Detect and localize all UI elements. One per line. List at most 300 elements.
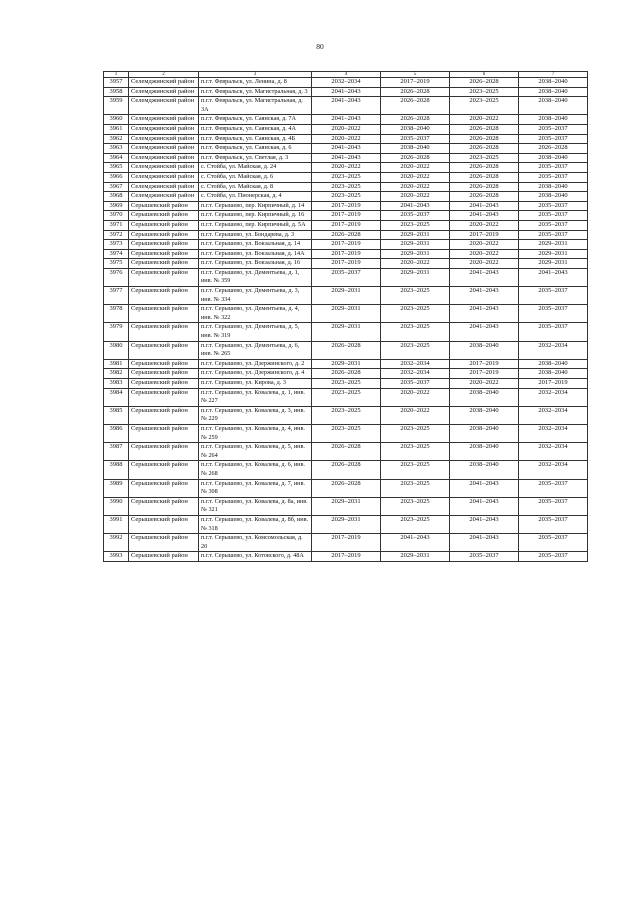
table-row [104, 144, 588, 154]
period-col5-cell: 2023–2025 [381, 424, 450, 442]
table-row [104, 359, 588, 369]
period-col4-cell: 2023–2025 [312, 424, 381, 442]
period-col5-cell: 2020–2022 [381, 192, 450, 202]
district-cell: Селемджинский район [129, 172, 199, 182]
table-row [104, 153, 588, 163]
district-cell: Серышевский район [129, 424, 199, 442]
district-cell: Селемджинский район [129, 163, 199, 173]
row-number: 3976 [104, 268, 129, 286]
period-col5-cell: 2020–2022 [381, 388, 450, 406]
period-col4-cell: 2041–2043 [312, 115, 381, 125]
period-col7-cell: 2038–2040 [519, 87, 588, 97]
row-number: 3988 [104, 461, 129, 479]
period-col4-cell: 2017–2019 [312, 201, 381, 211]
period-col5-cell: 2020–2022 [381, 182, 450, 192]
period-col7-cell: 2035–2037 [519, 323, 588, 341]
period-col6-cell: 2017–2019 [450, 230, 519, 240]
address-cell: п.г.т. Серышево, ул. Вокзальная, д. 14 [199, 240, 312, 250]
period-col6-cell: 2041–2043 [450, 268, 519, 286]
period-col5-cell: 2023–2025 [381, 461, 450, 479]
address-cell: п.г.т. Серышево, ул. Ковалева, д. 5, инв. № 264 [199, 443, 312, 461]
period-col4-cell: 2023–2025 [312, 388, 381, 406]
period-col6-cell: 2038–2040 [450, 388, 519, 406]
period-col6-cell: 2041–2043 [450, 534, 519, 552]
period-col7-cell: 2032–2034 [519, 424, 588, 442]
address-cell: с. Стойба, ул. Майская, д. 6 [199, 172, 312, 182]
row-number: 3959 [104, 97, 129, 115]
row-number: 3965 [104, 163, 129, 173]
table-row [104, 182, 588, 192]
district-cell: Селемджинский район [129, 134, 199, 144]
district-cell: Селемджинский район [129, 97, 199, 115]
district-cell: Селемджинский район [129, 192, 199, 202]
address-cell: п.г.т. Февральск, ул. Магистральная, д. 3А [199, 97, 312, 115]
row-number: 3967 [104, 182, 129, 192]
address-cell: п.г.т. Серышево, ул. Дементьева, д. 6, инв. № 265 [199, 341, 312, 359]
period-col4-cell: 2017–2019 [312, 220, 381, 230]
table-row [104, 369, 588, 379]
period-col7-cell: 2029–2031 [519, 249, 588, 259]
period-col5-cell: 2029–2031 [381, 240, 450, 250]
row-number: 3957 [104, 78, 129, 88]
table-row [104, 201, 588, 211]
period-col6-cell: 2038–2040 [450, 424, 519, 442]
district-cell: Серышевский район [129, 388, 199, 406]
district-cell: Серышевский район [129, 552, 199, 562]
table-row [104, 163, 588, 173]
period-col5-cell: 2023–2025 [381, 515, 450, 533]
column-header: 6 [450, 72, 519, 78]
row-number: 3984 [104, 388, 129, 406]
period-col7-cell: 2038–2040 [519, 153, 588, 163]
period-col4-cell: 2023–2025 [312, 379, 381, 389]
period-col7-cell: 2041–2043 [519, 268, 588, 286]
row-number: 3973 [104, 240, 129, 250]
period-col6-cell: 2023–2025 [450, 97, 519, 115]
period-col7-cell: 2032–2034 [519, 406, 588, 424]
table-row [104, 287, 588, 305]
period-col5-cell: 2038–2040 [381, 144, 450, 154]
period-col6-cell: 2026–2028 [450, 172, 519, 182]
address-cell: с. Стойба, ул. Майская, д. 24 [199, 163, 312, 173]
table-row [104, 305, 588, 323]
period-col7-cell: 2017–2019 [519, 379, 588, 389]
period-col6-cell: 2023–2025 [450, 153, 519, 163]
schedule-table [103, 71, 588, 562]
district-cell: Серышевский район [129, 268, 199, 286]
address-cell: п.г.т. Серышево, пер. Кирпичный, д. 16 [199, 211, 312, 221]
period-col5-cell: 2026–2028 [381, 97, 450, 115]
address-cell: п.г.т. Февральск, ул. Саянская, д. 6 [199, 144, 312, 154]
table-row [104, 388, 588, 406]
row-number: 3983 [104, 379, 129, 389]
district-cell: Селемджинский район [129, 78, 199, 88]
period-col5-cell: 2023–2025 [381, 305, 450, 323]
district-cell: Серышевский район [129, 341, 199, 359]
period-col7-cell: 2038–2040 [519, 115, 588, 125]
row-number: 3958 [104, 87, 129, 97]
table-row [104, 192, 588, 202]
row-number: 3963 [104, 144, 129, 154]
district-cell: Серышевский район [129, 443, 199, 461]
district-cell: Серышевский район [129, 359, 199, 369]
period-col6-cell: 2020–2022 [450, 240, 519, 250]
district-cell: Серышевский район [129, 211, 199, 221]
period-col7-cell: 2032–2034 [519, 341, 588, 359]
row-number: 3968 [104, 192, 129, 202]
page-number: 80 [316, 42, 324, 51]
period-col4-cell: 2026–2028 [312, 369, 381, 379]
period-col7-cell: 2035–2037 [519, 230, 588, 240]
period-col5-cell: 2029–2031 [381, 552, 450, 562]
row-number: 3971 [104, 220, 129, 230]
period-col7-cell: 2032–2034 [519, 443, 588, 461]
period-col4-cell: 2029–2031 [312, 323, 381, 341]
district-cell: Серышевский район [129, 240, 199, 250]
period-col5-cell: 2035–2037 [381, 211, 450, 221]
period-col7-cell: 2035–2037 [519, 172, 588, 182]
row-number: 3982 [104, 369, 129, 379]
period-col5-cell: 2023–2025 [381, 479, 450, 497]
address-cell: п.г.т. Серышево, ул. Вокзальная, д. 14А [199, 249, 312, 259]
period-col7-cell: 2035–2037 [519, 124, 588, 134]
table-row [104, 552, 588, 562]
table-row [104, 220, 588, 230]
period-col5-cell: 2029–2031 [381, 268, 450, 286]
address-cell: п.г.т. Февральск, ул. Светлая, д. 3 [199, 153, 312, 163]
period-col7-cell: 2035–2037 [519, 497, 588, 515]
period-col4-cell: 2041–2043 [312, 153, 381, 163]
table-row [104, 323, 588, 341]
period-col6-cell: 2041–2043 [450, 305, 519, 323]
period-col5-cell: 2023–2025 [381, 287, 450, 305]
period-col5-cell: 2032–2034 [381, 359, 450, 369]
table-row [104, 268, 588, 286]
table-row [104, 230, 588, 240]
table-row [104, 497, 588, 515]
period-col4-cell: 2026–2028 [312, 443, 381, 461]
period-col5-cell: 2020–2022 [381, 172, 450, 182]
period-col7-cell: 2029–2031 [519, 240, 588, 250]
address-cell: п.г.т. Серышево, ул. Комсомольская, д. 20 [199, 534, 312, 552]
period-col4-cell: 2026–2028 [312, 341, 381, 359]
row-number: 3974 [104, 249, 129, 259]
address-cell: с. Стойба, ул. Пионерская, д. 4 [199, 192, 312, 202]
period-col4-cell: 2041–2043 [312, 97, 381, 115]
row-number: 3964 [104, 153, 129, 163]
period-col6-cell: 2020–2022 [450, 220, 519, 230]
period-col7-cell: 2032–2034 [519, 461, 588, 479]
address-cell: п.г.т. Серышево, ул. Ковалева, д. 7, инв. № 308 [199, 479, 312, 497]
period-col5-cell: 2035–2037 [381, 379, 450, 389]
period-col5-cell: 2020–2022 [381, 163, 450, 173]
district-cell: Серышевский район [129, 249, 199, 259]
period-col6-cell: 2038–2040 [450, 341, 519, 359]
district-cell: Серышевский район [129, 201, 199, 211]
row-number: 3990 [104, 497, 129, 515]
address-cell: п.г.т. Серышево, ул. Ковалева, д. 3, инв. № 229 [199, 406, 312, 424]
period-col7-cell: 2032–2034 [519, 388, 588, 406]
address-cell: п.г.т. Серышево, ул. Бондарева, д. 3 [199, 230, 312, 240]
district-cell: Селемджинский район [129, 144, 199, 154]
table-row [104, 479, 588, 497]
table-row [104, 406, 588, 424]
period-col6-cell: 2026–2028 [450, 144, 519, 154]
district-cell: Серышевский район [129, 515, 199, 533]
period-col6-cell: 2026–2028 [450, 163, 519, 173]
period-col7-cell: 2029–2031 [519, 259, 588, 269]
period-col4-cell: 2041–2043 [312, 144, 381, 154]
table-row [104, 172, 588, 182]
period-col4-cell: 2020–2022 [312, 124, 381, 134]
address-cell: п.г.т. Февральск, ул. Саянская, д. 4Б [199, 134, 312, 144]
table-row [104, 443, 588, 461]
row-number: 3979 [104, 323, 129, 341]
period-col5-cell: 2020–2022 [381, 259, 450, 269]
table-row [104, 78, 588, 88]
period-col6-cell: 2020–2022 [450, 115, 519, 125]
period-col5-cell: 2020–2022 [381, 406, 450, 424]
row-number: 3975 [104, 259, 129, 269]
period-col6-cell: 2035–2037 [450, 552, 519, 562]
address-cell: п.г.т. Серышево, ул. Ковалева, д. 1, инв. № 227 [199, 388, 312, 406]
district-cell: Серышевский район [129, 259, 199, 269]
period-col4-cell: 2026–2028 [312, 230, 381, 240]
row-number: 3993 [104, 552, 129, 562]
period-col5-cell: 2023–2025 [381, 341, 450, 359]
period-col5-cell: 2035–2037 [381, 134, 450, 144]
period-col6-cell: 2026–2028 [450, 134, 519, 144]
address-cell: п.г.т. Серышево, пер. Кирпичный, д. 14 [199, 201, 312, 211]
period-col4-cell: 2023–2025 [312, 192, 381, 202]
address-cell: п.г.т. Серышево, ул. Котовского, д. 48А [199, 552, 312, 562]
table-row [104, 259, 588, 269]
period-col7-cell: 2038–2040 [519, 359, 588, 369]
district-cell: Селемджинский район [129, 87, 199, 97]
period-col6-cell: 2041–2043 [450, 287, 519, 305]
period-col5-cell: 2026–2028 [381, 87, 450, 97]
column-header: 4 [312, 72, 381, 78]
period-col4-cell: 2029–2031 [312, 515, 381, 533]
period-col7-cell: 2035–2037 [519, 515, 588, 533]
period-col5-cell: 2026–2028 [381, 153, 450, 163]
address-cell: п.г.т. Февральск, ул. Саянская, д. 4А [199, 124, 312, 134]
district-cell: Серышевский район [129, 534, 199, 552]
period-col4-cell: 2035–2037 [312, 268, 381, 286]
period-col4-cell: 2020–2022 [312, 163, 381, 173]
period-col5-cell: 2023–2025 [381, 497, 450, 515]
table-row [104, 461, 588, 479]
row-number: 3985 [104, 406, 129, 424]
period-col4-cell: 2032–2034 [312, 78, 381, 88]
address-cell: п.г.т. Серышево, ул. Ковалева, д. 8б, инв. № 318 [199, 515, 312, 533]
district-cell: Серышевский район [129, 406, 199, 424]
address-cell: п.г.т. Серышево, ул. Дементьева, д. 4, инв. № 322 [199, 305, 312, 323]
period-col6-cell: 2026–2028 [450, 124, 519, 134]
row-number: 3972 [104, 230, 129, 240]
address-cell: п.г.т. Серышево, ул. Дементьева, д. 3, инв. № 334 [199, 287, 312, 305]
period-col4-cell: 2029–2031 [312, 359, 381, 369]
row-number: 3991 [104, 515, 129, 533]
district-cell: Серышевский район [129, 461, 199, 479]
column-header: 2 [129, 72, 199, 78]
period-col5-cell: 2029–2031 [381, 230, 450, 240]
period-col7-cell: 2035–2037 [519, 220, 588, 230]
period-col5-cell: 2017–2019 [381, 78, 450, 88]
period-col6-cell: 2041–2043 [450, 323, 519, 341]
period-col5-cell: 2038–2040 [381, 124, 450, 134]
row-number: 3962 [104, 134, 129, 144]
district-cell: Селемджинский район [129, 124, 199, 134]
table-row [104, 515, 588, 533]
column-header: 3 [199, 72, 312, 78]
table-row [104, 249, 588, 259]
address-cell: с. Стойба, ул. Майская, д. 8 [199, 182, 312, 192]
period-col6-cell: 2026–2028 [450, 192, 519, 202]
table-row [104, 211, 588, 221]
district-cell: Серышевский район [129, 305, 199, 323]
table-row [104, 534, 588, 552]
period-col4-cell: 2029–2031 [312, 287, 381, 305]
period-col7-cell: 2035–2037 [519, 305, 588, 323]
period-col6-cell: 2041–2043 [450, 201, 519, 211]
period-col7-cell: 2035–2037 [519, 163, 588, 173]
period-col6-cell: 2041–2043 [450, 497, 519, 515]
period-col4-cell: 2029–2031 [312, 497, 381, 515]
period-col6-cell: 2020–2022 [450, 249, 519, 259]
period-col6-cell: 2020–2022 [450, 259, 519, 269]
table-row [104, 87, 588, 97]
period-col7-cell: 2035–2037 [519, 287, 588, 305]
period-col4-cell: 2029–2031 [312, 305, 381, 323]
district-cell: Серышевский район [129, 323, 199, 341]
district-cell: Серышевский район [129, 220, 199, 230]
row-number: 3978 [104, 305, 129, 323]
period-col4-cell: 2017–2019 [312, 534, 381, 552]
address-cell: п.г.т. Серышево, ул. Дзержинского, д. 2 [199, 359, 312, 369]
address-cell: п.г.т. Февральск, ул. Саянская, д. 7А [199, 115, 312, 125]
address-cell: п.г.т. Серышево, ул. Ковалева, д. 4, инв. № 259 [199, 424, 312, 442]
row-number: 3977 [104, 287, 129, 305]
period-col7-cell: 2038–2040 [519, 97, 588, 115]
period-col5-cell: 2032–2034 [381, 369, 450, 379]
period-col7-cell: 2035–2037 [519, 134, 588, 144]
table-row [104, 424, 588, 442]
table-row [104, 341, 588, 359]
row-number: 3981 [104, 359, 129, 369]
row-number: 3970 [104, 211, 129, 221]
period-col7-cell: 2035–2037 [519, 201, 588, 211]
address-cell: п.г.т. Серышево, ул. Ковалева, д. 8а, инв. № 321 [199, 497, 312, 515]
period-col5-cell: 2041–2043 [381, 201, 450, 211]
period-col4-cell: 2023–2025 [312, 172, 381, 182]
period-col4-cell: 2017–2019 [312, 249, 381, 259]
period-col7-cell: 2035–2037 [519, 479, 588, 497]
period-col6-cell: 2038–2040 [450, 461, 519, 479]
period-col5-cell: 2023–2025 [381, 323, 450, 341]
table-row [104, 379, 588, 389]
period-col6-cell: 2017–2019 [450, 359, 519, 369]
period-col4-cell: 2017–2019 [312, 240, 381, 250]
district-cell: Селемджинский район [129, 115, 199, 125]
district-cell: Селемджинский район [129, 182, 199, 192]
address-cell: п.г.т. Серышево, ул. Вокзальная, д. 16 [199, 259, 312, 269]
column-header: 7 [519, 72, 588, 78]
period-col6-cell: 2041–2043 [450, 211, 519, 221]
table-row [104, 240, 588, 250]
period-col5-cell: 2029–2031 [381, 249, 450, 259]
period-col6-cell: 2023–2025 [450, 87, 519, 97]
period-col6-cell: 2020–2022 [450, 379, 519, 389]
row-number: 3989 [104, 479, 129, 497]
address-cell: п.г.т. Серышево, ул. Ковалева, д. 6, инв. № 268 [199, 461, 312, 479]
address-cell: п.г.т. Серышево, ул. Дементьева, д. 5, инв. № 319 [199, 323, 312, 341]
address-cell: п.г.т. Серышево, ул. Дзержинского, д. 4 [199, 369, 312, 379]
address-cell: п.г.т. Серышево, пер. Кирпичный, д. 5А [199, 220, 312, 230]
period-col4-cell: 2041–2043 [312, 87, 381, 97]
period-col4-cell: 2023–2025 [312, 406, 381, 424]
period-col6-cell: 2041–2043 [450, 515, 519, 533]
period-col7-cell: 2038–2040 [519, 182, 588, 192]
district-cell: Серышевский район [129, 379, 199, 389]
period-col4-cell: 2026–2028 [312, 479, 381, 497]
district-cell: Серышевский район [129, 230, 199, 240]
row-number: 3966 [104, 172, 129, 182]
row-number: 3960 [104, 115, 129, 125]
period-col5-cell: 2023–2025 [381, 443, 450, 461]
row-number: 3969 [104, 201, 129, 211]
period-col7-cell: 2035–2037 [519, 552, 588, 562]
period-col4-cell: 2026–2028 [312, 461, 381, 479]
address-cell: п.г.т. Февральск, ул. Ленина, д. 8 [199, 78, 312, 88]
table-row [104, 134, 588, 144]
row-number: 3992 [104, 534, 129, 552]
table-row [104, 115, 588, 125]
period-col6-cell: 2017–2019 [450, 369, 519, 379]
period-col4-cell: 2017–2019 [312, 552, 381, 562]
period-col4-cell: 2023–2025 [312, 182, 381, 192]
row-number: 3987 [104, 443, 129, 461]
address-cell: п.г.т. Серышево, ул. Дементьева, д. 1, инв. № 359 [199, 268, 312, 286]
district-cell: Серышевский район [129, 287, 199, 305]
period-col4-cell: 2020–2022 [312, 134, 381, 144]
period-col5-cell: 2041–2043 [381, 534, 450, 552]
period-col7-cell: 2038–2040 [519, 78, 588, 88]
period-col6-cell: 2026–2028 [450, 182, 519, 192]
period-col7-cell: 2026–2028 [519, 144, 588, 154]
period-col4-cell: 2017–2019 [312, 259, 381, 269]
period-col6-cell: 2038–2040 [450, 443, 519, 461]
column-header: 1 [104, 72, 129, 78]
table-row [104, 97, 588, 115]
column-header: 5 [381, 72, 450, 78]
period-col7-cell: 2038–2040 [519, 192, 588, 202]
table-row [104, 124, 588, 134]
period-col7-cell: 2035–2037 [519, 211, 588, 221]
period-col6-cell: 2026–2028 [450, 78, 519, 88]
period-col7-cell: 2038–2040 [519, 369, 588, 379]
district-cell: Селемджинский район [129, 153, 199, 163]
row-number: 3961 [104, 124, 129, 134]
period-col7-cell: 2035–2037 [519, 534, 588, 552]
district-cell: Серышевский район [129, 479, 199, 497]
row-number: 3986 [104, 424, 129, 442]
period-col6-cell: 2041–2043 [450, 479, 519, 497]
address-cell: п.г.т. Серышево, ул. Кирова, д. 3 [199, 379, 312, 389]
address-cell: п.г.т. Февральск, ул. Магистральная, д. 3 [199, 87, 312, 97]
period-col5-cell: 2026–2028 [381, 115, 450, 125]
period-col4-cell: 2017–2019 [312, 211, 381, 221]
